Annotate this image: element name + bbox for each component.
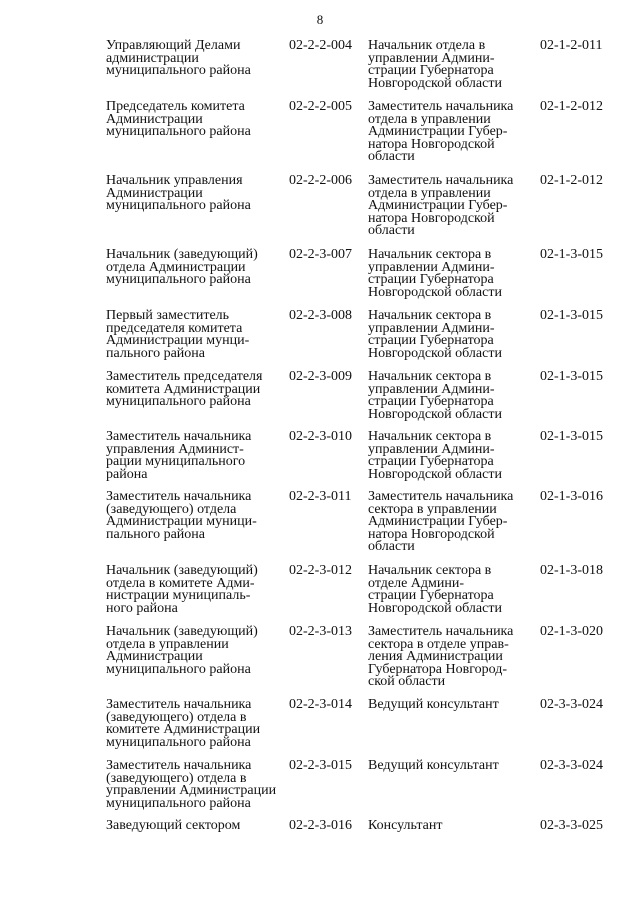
regional-position: Заместитель начальника отдела в управлении Администрации Губер- натора Новгородской области <box>368 173 514 239</box>
regional-position-code: 02-1-3-015 <box>540 429 603 444</box>
municipal-position: Управляющий Делами администрации муниципального района <box>106 38 251 79</box>
regional-position: Ведущий консультант <box>368 697 499 712</box>
regional-position-code: 02-3-3-024 <box>540 697 603 712</box>
regional-position: Начальник сектора в управлении Админи- страции Губернатора Новгородской области <box>368 429 502 482</box>
municipal-position: Заместитель председателя комитета Администрации муниципального района <box>106 369 263 410</box>
regional-position: Консультант <box>368 818 443 833</box>
regional-position-code: 02-1-2-012 <box>540 99 603 114</box>
municipal-position: Заместитель начальника (заведующего) отдела в управлении Администрации муниципального района <box>106 758 277 811</box>
regional-position-code: 02-1-3-015 <box>540 247 603 262</box>
municipal-position-code: 02-2-2-004 <box>289 38 352 53</box>
municipal-position-code: 02-2-3-009 <box>289 369 352 384</box>
regional-position: Заместитель начальника сектора в управлении Администрации Губер- натора Новгородской области <box>368 489 514 555</box>
municipal-position-code: 02-2-3-015 <box>289 758 352 773</box>
municipal-position-code: 02-2-3-011 <box>289 489 352 504</box>
municipal-position: Заведующий сектором <box>106 818 241 833</box>
regional-position-code: 02-1-2-011 <box>540 38 603 53</box>
municipal-position-code: 02-2-3-008 <box>289 308 352 323</box>
regional-position: Начальник сектора в управлении Админи- страции Губернатора Новгородской области <box>368 247 502 300</box>
regional-position: Начальник сектора в отделе Админи- страции Губернатора Новгородской области <box>368 563 502 616</box>
regional-position-code: 02-1-3-015 <box>540 308 603 323</box>
regional-position: Начальник сектора в управлении Админи- страции Губернатора Новгородской области <box>368 308 502 361</box>
municipal-position: Начальник (заведующий) отдела в комитете Адми- нистрации муниципаль- ного района <box>106 563 258 616</box>
regional-position: Заместитель начальника отдела в управлении Администрации Губер- натора Новгородской области <box>368 99 514 165</box>
municipal-position-code: 02-2-3-014 <box>289 697 352 712</box>
municipal-position-code: 02-2-3-007 <box>289 247 352 262</box>
page-number: 8 <box>316 12 324 27</box>
municipal-position: Председатель комитета Администрации муниципального района <box>106 99 251 140</box>
municipal-position: Начальник управления Администрации муниципального района <box>106 173 251 214</box>
regional-position-code: 02-3-3-024 <box>540 758 603 773</box>
regional-position: Начальник сектора в управлении Админи- страции Губернатора Новгородской области <box>368 369 502 422</box>
municipal-position: Заместитель начальника управления Админист- рации муниципального района <box>106 429 252 482</box>
municipal-position-code: 02-2-2-005 <box>289 99 352 114</box>
municipal-position-code: 02-2-3-010 <box>289 429 352 444</box>
regional-position: Ведущий консультант <box>368 758 499 773</box>
municipal-position: Заместитель начальника (заведующего) отдела Администрации муници- пального района <box>106 489 257 542</box>
regional-position-code: 02-1-2-012 <box>540 173 603 188</box>
regional-position: Начальник отдела в управлении Админи- страции Губернатора Новгородской области <box>368 38 502 91</box>
municipal-position: Заместитель начальника (заведующего) отдела в комитете Администрации муниципального района <box>106 697 261 750</box>
regional-position: Заместитель начальника сектора в отделе управ- ления Администрации Губернатора Новгород- ской области <box>368 624 514 690</box>
municipal-position: Начальник (заведующий) отдела в управлении Администрации муниципального района <box>106 624 258 677</box>
municipal-position: Первый заместитель председателя комитета Администрации мунци- пального района <box>106 308 250 361</box>
regional-position-code: 02-1-3-015 <box>540 369 603 384</box>
municipal-position-code: 02-2-3-012 <box>289 563 352 578</box>
municipal-position-code: 02-2-3-016 <box>289 818 352 833</box>
municipal-position: Начальник (заведующий) отдела Администрации муниципального района <box>106 247 258 288</box>
regional-position-code: 02-1-3-016 <box>540 489 603 504</box>
regional-position-code: 02-1-3-018 <box>540 563 603 578</box>
regional-position-code: 02-3-3-025 <box>540 818 603 833</box>
municipal-position-code: 02-2-2-006 <box>289 173 352 188</box>
regional-position-code: 02-1-3-020 <box>540 624 603 639</box>
municipal-position-code: 02-2-3-013 <box>289 624 352 639</box>
